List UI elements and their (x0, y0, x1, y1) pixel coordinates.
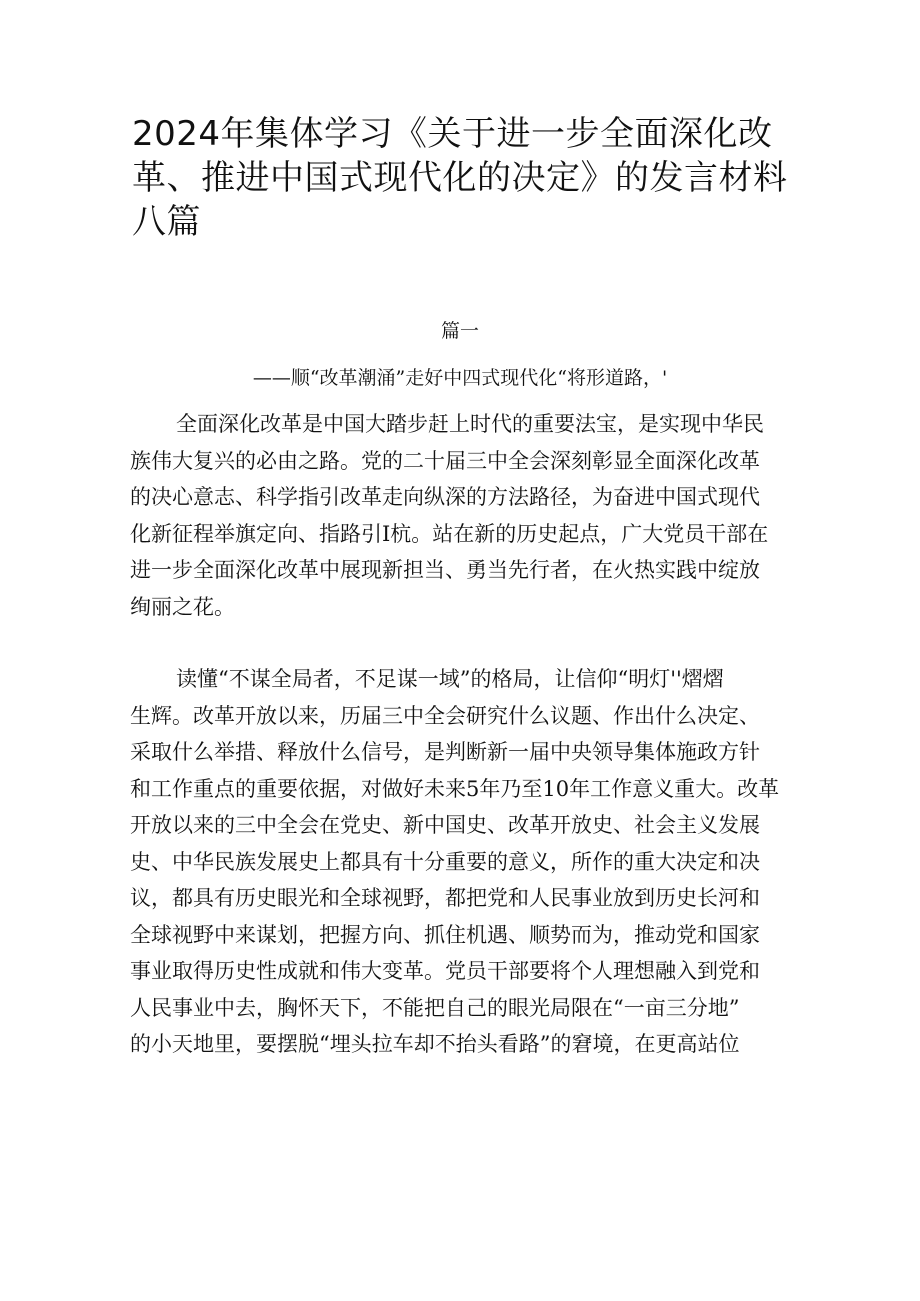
paragraph-line: 议，都具有历史眼光和全球视野，都把党和人民事业放到历史长河和 (130, 886, 760, 910)
paragraph-line: 生辉。改革开放以来，历届三中全会研究什么议题、作出什么决定、 (130, 703, 760, 728)
document-title (132, 112, 812, 244)
paragraph-line: 族伟大复兴的必由之路。党的二十届三中全会深刻彰显全面深化改革 (130, 448, 760, 473)
title-line: 2024年集体学习《关于进一步全面深化改 (132, 114, 773, 154)
paragraph-line: 读懂“不谋全局者，不足谋一域”的格局，让信仰“明灯''熠熠 (176, 667, 724, 691)
paragraph-line: 开放以来的三中全会在党史、新中国史、改革开放史、社会主义发展 (130, 813, 760, 837)
body-paragraph (130, 406, 800, 625)
paragraph-line: 绚丽之花。 (130, 594, 235, 619)
paragraph-line: 人民事业中去，胸怀天下，不能把自己的眼光局限在“一亩三分地” (130, 995, 740, 1020)
paragraph-line: 化新征程举旗定向、指路引I杭。站在新的历史起点，广大党员干部在 (130, 521, 769, 546)
section-subtitle: ——顺“改革潮涌”走好中四式现代化“将形道路，' (252, 367, 668, 389)
paragraph-line: 全面深化改革是中国大踏步赶上时代的重要法宝，是实现中华民 (176, 412, 764, 436)
title-line: 八篇 (132, 202, 201, 242)
paragraph-line: 的决心意志、科学指引改革走向纵深的方法路径，为奋进中国式现代 (130, 485, 760, 509)
title-line: 革、推进中国式现代化的决定》的发言材料 (132, 158, 788, 198)
paragraph-line: 事业取得历史性成就和伟大变革。党员干部要将个人理想融入到党和 (130, 959, 760, 983)
paragraph-line: 和工作重点的重要依据，对做好未来5年乃至10年工作意义重大。改革 (130, 776, 780, 801)
paragraph-line: 的小天地里，要摆脱“埋头拉车却不抬头看路”的窘境，在更高站位 (130, 1032, 740, 1056)
section-heading: 篇一 (440, 320, 479, 342)
paragraph-line: 史、中华民族发展史上都具有十分重要的意义，所作的重大决定和决 (130, 849, 760, 874)
paragraph-line: 进一步全面深化改革中展现新担当、勇当先行者，在火热实践中绽放 (130, 558, 760, 582)
body-paragraph (130, 661, 800, 1063)
paragraph-line: 全球视野中来谋划，把握方向、抓住机遇、顺势而为，推动党和国家 (130, 922, 760, 947)
paragraph-line: 采取什么举措、释放什么信号，是判断新一届中央领导集体施政方针 (130, 740, 760, 764)
